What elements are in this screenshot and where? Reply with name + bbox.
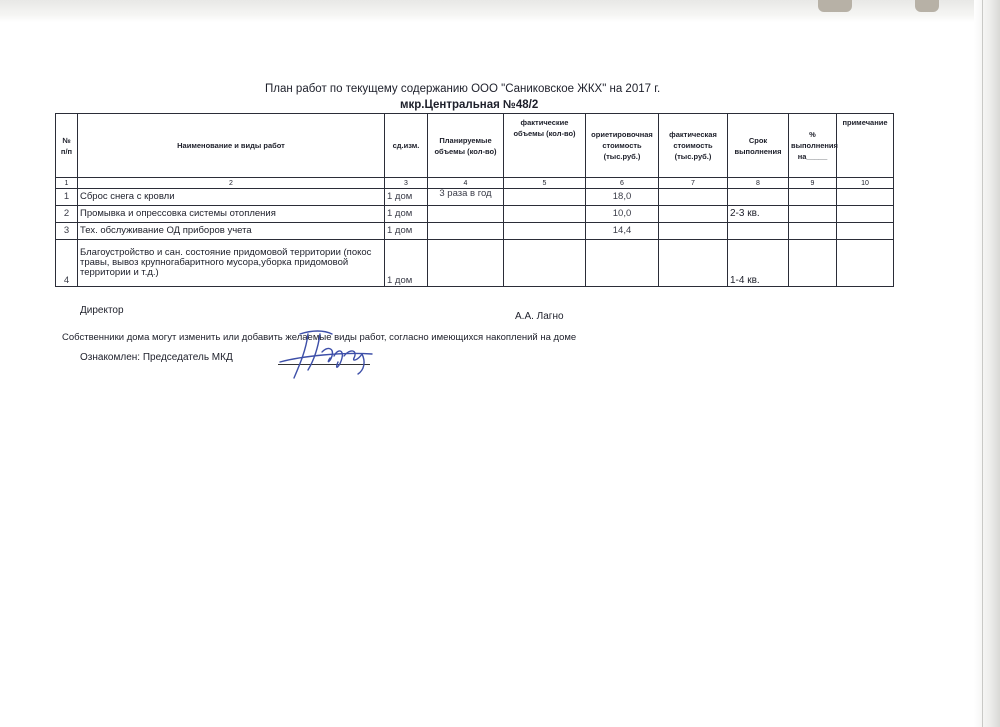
table-row [56,189,894,206]
col-number: 8 [728,178,789,189]
row-term: 1-4 кв. [728,240,789,287]
col-number: 1 [56,178,78,189]
header-unit: сд.изм. [385,114,428,178]
row-est-cost [586,240,659,287]
col-number: 5 [504,178,586,189]
col-number: 9 [789,178,837,189]
column-numbers-row [56,178,894,189]
header-planned: Планируемые объемы (кол-во) [428,114,504,178]
header-remark: примечание [837,114,894,178]
col-number: 2 [78,178,385,189]
header-est-cost: ориетировочная стоимость (тыс.руб.) [586,114,659,178]
row-unit: 1 дом [385,206,428,223]
row-name: Сброс снега с кровли [78,189,385,206]
header-percent: % выполнения на_____ [789,114,837,178]
header-num: № п/п [56,114,78,178]
col-number: 7 [659,178,728,189]
header-actual-cost: фактическая стоимость (тыс.руб.) [659,114,728,178]
row-name: Благоустройство и сан. состояние придомовой территории (покос травы, вывоз крупногабаритного мусора,уборка придомовой территории и т.д.) [78,240,385,287]
row-num: 1 [56,189,78,206]
scan-right-edge [974,0,1000,727]
row-num: 3 [56,223,78,240]
row-planned: 3 раза в год [428,189,504,206]
row-name: Тех. обслуживание ОД приборов учета [78,223,385,240]
col-number: 10 [837,178,894,189]
document-title: План работ по текущему содержанию ООО "Саниковское ЖКХ" на 2017 г. [265,83,661,95]
table-row [56,206,894,223]
header-name: Наименование и виды работ [78,114,385,178]
document-subtitle: мкр.Центральная №48/2 [400,99,539,111]
row-name: Промывка и опрессовка системы отопления [78,206,385,223]
row-est-cost: 10,0 [586,206,659,223]
scan-artifact [915,0,939,12]
col-number: 4 [428,178,504,189]
col-number: 6 [586,178,659,189]
director-name: А.А. Лагно [515,311,564,322]
row-unit: 1 дом [385,223,428,240]
row-est-cost: 18,0 [586,189,659,206]
table-row [56,240,894,287]
row-unit: 1 дом [385,240,428,287]
work-plan-table [55,113,894,287]
owners-note: Собственники дома могут изменить или добавить желаемые виды работ, согласно имеющихся накоплений на доме [62,332,577,343]
acknowledged-label: Ознакомлен: Председатель МКД [80,352,233,363]
row-num: 2 [56,206,78,223]
row-unit: 1 дом [385,189,428,206]
row-est-cost: 14,4 [586,223,659,240]
row-term: 2-3 кв. [728,206,789,223]
scan-artifact [818,0,852,12]
header-actual-volume: фактические объемы (кол-во) [504,114,586,178]
row-num: 4 [56,240,78,287]
table-header-row [56,114,894,178]
director-label: Директор [80,305,124,316]
col-number: 3 [385,178,428,189]
scan-top-edge [0,0,1000,22]
row-term [728,223,789,240]
row-term [728,189,789,206]
table-row [56,223,894,240]
header-term: Срок выполнения [728,114,789,178]
handwritten-signature [272,322,382,388]
